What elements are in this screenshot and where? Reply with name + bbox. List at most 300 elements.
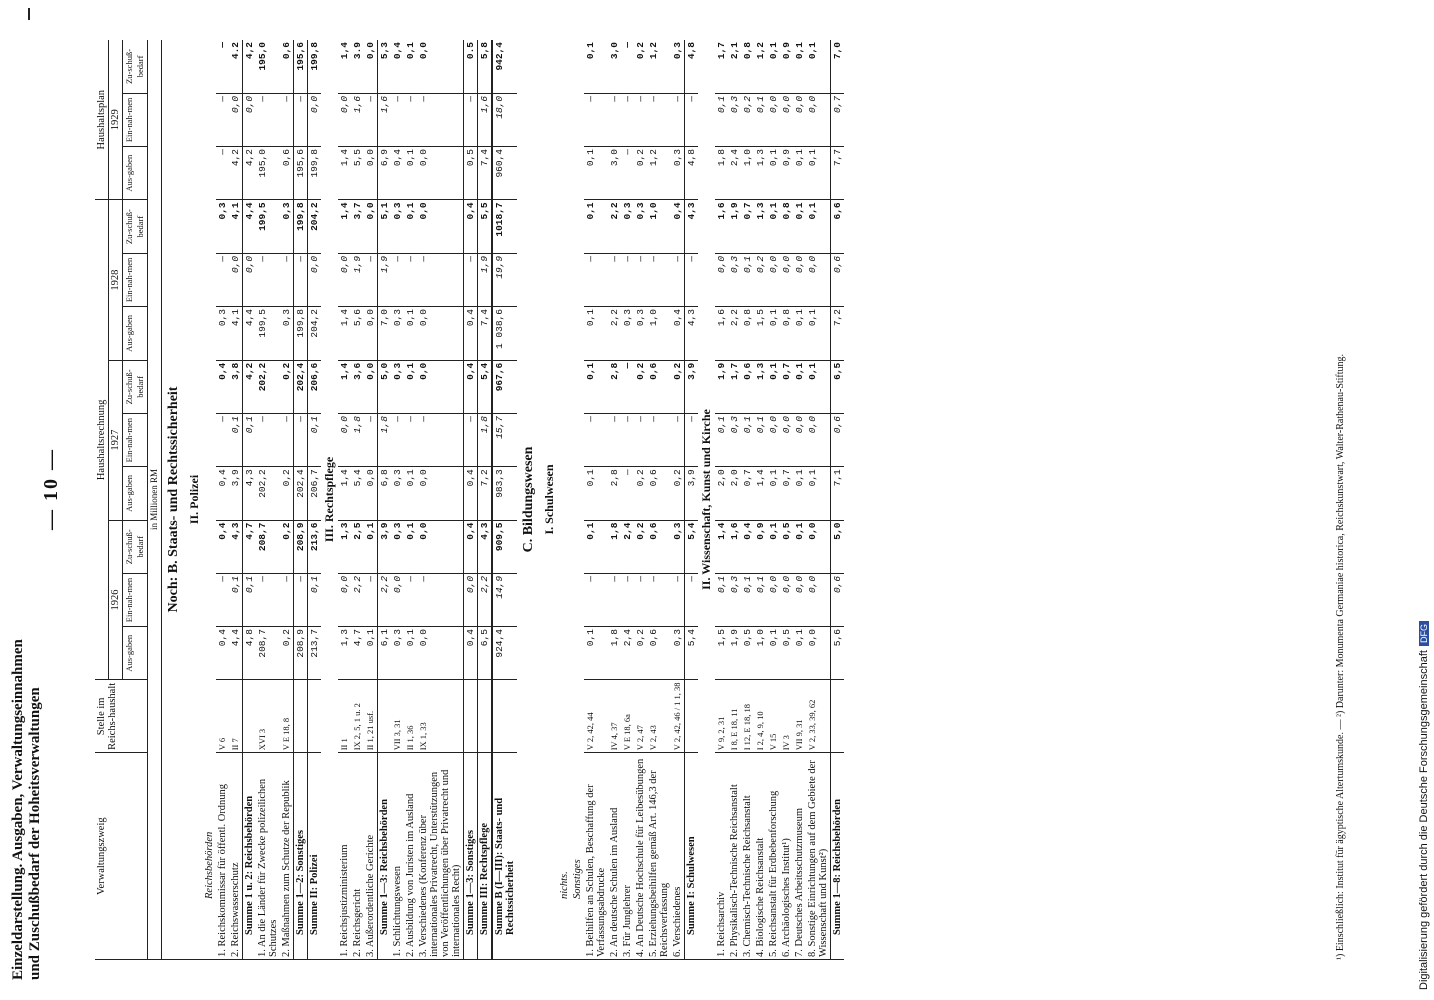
value-cell: 6,9 — [378, 147, 392, 200]
value-cell: 208,9 — [294, 520, 308, 573]
value-cell: 213,7 — [308, 627, 322, 680]
value-cell: 5,4 — [351, 467, 364, 520]
row-label: 2. An deutsche Schulen im Ausland — [608, 753, 621, 960]
value-cell: 0,0 — [308, 93, 322, 146]
table-row — [378, 40, 392, 960]
value-cell: 4,1 — [229, 307, 243, 361]
value-cell: 5,4 — [478, 360, 493, 413]
value-cell: — — [280, 573, 294, 626]
value-cell: 5,8 — [478, 40, 493, 93]
row-stelle: IV 4, 37 — [608, 680, 621, 753]
value-cell: 0,1 — [364, 520, 378, 573]
value-cell: 0,0 — [338, 253, 351, 306]
value-cell: 0,1 — [404, 40, 417, 93]
value-cell: — — [417, 253, 464, 306]
row-label: Summe 1—3: Sonstiges — [464, 753, 478, 960]
value-cell: — — [294, 93, 308, 146]
value-cell: — — [634, 414, 647, 467]
value-cell: — — [584, 414, 608, 467]
value-cell: — — [608, 573, 621, 626]
value-cell: — — [671, 414, 685, 467]
value-cell: 0,4 — [391, 40, 404, 93]
table-row — [338, 40, 351, 960]
value-cell: 0,6 — [280, 40, 294, 93]
value-cell: 0,3 — [671, 627, 685, 680]
value-cell: 0,0 — [417, 307, 464, 361]
value-cell: — — [621, 253, 634, 306]
row-stelle — [831, 680, 845, 753]
row-stelle — [478, 680, 493, 753]
value-cell: — — [294, 253, 308, 306]
value-cell: 1,4 — [338, 147, 351, 200]
value-cell: — — [404, 414, 417, 467]
value-cell: — — [584, 253, 608, 306]
value-cell: 0,4 — [391, 147, 404, 200]
value-cell: 0,3 — [391, 520, 404, 573]
value-cell: 0,1 — [767, 147, 780, 200]
value-cell: 1,3 — [754, 147, 767, 200]
value-cell: 199,5 — [256, 307, 280, 361]
value-cell: 199,8 — [308, 40, 322, 93]
section-c-title: C. Bildungswesen — [517, 40, 541, 960]
value-cell: — — [464, 253, 478, 306]
value-cell: 199,8 — [294, 307, 308, 361]
value-cell: 942,4 — [492, 40, 517, 93]
value-cell: 0,3 — [621, 307, 634, 361]
value-cell: 0,8 — [780, 200, 793, 254]
value-cell: 0,1 — [754, 93, 767, 146]
value-cell: 4,8 — [685, 40, 699, 93]
value-cell: 0,0 — [464, 573, 478, 626]
value-cell: 0,0 — [767, 573, 780, 626]
value-cell: 7,2 — [478, 467, 493, 520]
row-label: 1. Reichsjustizministerium — [338, 753, 351, 960]
footnote: ¹) Einschließlich: Institut für ägyptische Altertumskunde. — ²) Darunter: Monumenta Germaniae historica, Reichskunstwart, Walter-Rathenau-Stiftung. — [1335, 353, 1346, 960]
unit-label: in Millionen RM — [148, 40, 162, 960]
table-row — [793, 40, 806, 960]
value-cell: 0,0 — [793, 253, 806, 306]
table-row — [715, 40, 728, 960]
value-cell: 1,8 — [378, 414, 392, 467]
value-cell: 0,1 — [767, 360, 780, 413]
value-cell: 0,6 — [831, 414, 845, 467]
value-cell: — — [685, 93, 699, 146]
value-cell: 195,6 — [294, 40, 308, 93]
value-cell: 909,5 — [492, 520, 517, 573]
row-stelle: V 2, 33, 39, 62 — [806, 680, 831, 753]
value-cell: 0,7 — [741, 200, 754, 254]
value-cell: 213,6 — [308, 520, 322, 573]
value-cell: 5,4 — [685, 627, 699, 680]
value-cell: 202,4 — [294, 360, 308, 413]
value-cell: 1,7 — [728, 360, 741, 413]
table-row — [294, 40, 308, 960]
row-label: 4. Biologische Reichsanstalt — [754, 753, 767, 960]
value-cell: 0,1 — [404, 467, 417, 520]
table-row — [216, 40, 229, 960]
value-cell: — — [634, 253, 647, 306]
value-cell: 2,0 — [715, 467, 728, 520]
row-stelle: V 2, 47 — [634, 680, 647, 753]
value-cell: — — [464, 414, 478, 467]
value-cell: 0,1 — [404, 200, 417, 254]
col-stelle: Stelle im Reichs-haushalt — [95, 680, 148, 753]
value-cell: 0,2 — [634, 627, 647, 680]
value-cell: 1,3 — [338, 627, 351, 680]
table-row — [647, 40, 671, 960]
value-cell: 0,1 — [767, 40, 780, 93]
table-row — [391, 40, 404, 960]
value-cell: 195,6 — [294, 147, 308, 200]
value-cell: 204,2 — [308, 307, 322, 361]
value-cell: — — [216, 93, 229, 146]
value-cell: 0,2 — [671, 467, 685, 520]
value-cell: 0,1 — [793, 360, 806, 413]
value-cell: 4,8 — [243, 627, 257, 680]
value-cell: 0,1 — [767, 307, 780, 361]
value-cell: 0,0 — [793, 573, 806, 626]
value-cell: 0,0 — [417, 200, 464, 254]
value-cell: 208,7 — [256, 627, 280, 680]
value-cell: 206,7 — [308, 467, 322, 520]
value-cell: 0,0 — [780, 93, 793, 146]
value-cell: 1,4 — [754, 467, 767, 520]
value-cell: 0,3 — [280, 200, 294, 254]
sidebar-credit — [1418, 10, 1434, 990]
row-stelle: II 1, 21 usf. — [364, 680, 378, 753]
value-cell: 0,1 — [584, 200, 608, 254]
row-stelle: V 2, 43 — [647, 680, 671, 753]
table-row — [417, 40, 464, 960]
value-cell: 0,5 — [780, 520, 793, 573]
value-cell: 1,5 — [715, 627, 728, 680]
row-label: 2. Reichsgericht — [351, 753, 364, 960]
sub-header: Ein-nah-men — [123, 93, 148, 146]
value-cell: 5,1 — [378, 200, 392, 254]
value-cell: 924,4 — [492, 627, 517, 680]
value-cell: — — [621, 467, 634, 520]
row-label: Summe 1—2: Sonstiges — [294, 753, 308, 960]
value-cell: 204,2 — [308, 200, 322, 254]
value-cell: 4,2 — [229, 147, 243, 200]
value-cell: 0,1 — [793, 467, 806, 520]
value-cell: 0,0 — [417, 520, 464, 573]
row-label: 3. Chemisch-Technische Reichsanstalt — [741, 753, 754, 960]
value-cell: 0,0 — [767, 93, 780, 146]
value-cell: 4,3 — [685, 200, 699, 254]
value-cell: 1,2 — [647, 147, 671, 200]
value-cell: 0,0 — [780, 414, 793, 467]
value-cell: — — [391, 253, 404, 306]
value-cell: 0,1 — [793, 520, 806, 573]
group-label: Reichsbehörden — [203, 40, 216, 960]
value-cell: 202,2 — [256, 360, 280, 413]
value-cell: 0,3 — [728, 253, 741, 306]
table-row — [741, 40, 754, 960]
value-cell: — — [608, 253, 621, 306]
value-cell: 4,2 — [243, 40, 257, 93]
row-stelle: V E 18, 6a — [621, 680, 634, 753]
value-cell: 4,4 — [243, 307, 257, 361]
value-cell: 0,6 — [831, 573, 845, 626]
value-cell: 195,0 — [256, 40, 280, 93]
value-cell: 0,3 — [728, 414, 741, 467]
value-cell: 1 038,6 — [492, 307, 517, 361]
value-cell: 4.2 — [229, 40, 243, 93]
value-cell: — — [216, 573, 229, 626]
value-cell: 7,0 — [831, 40, 845, 93]
value-cell: 1,9 — [728, 627, 741, 680]
value-cell: 6,5 — [831, 360, 845, 413]
year-header: 1929 — [109, 40, 123, 200]
value-cell: 0,0 — [767, 414, 780, 467]
value-cell: 5,6 — [351, 307, 364, 361]
value-cell: 0,1 — [404, 627, 417, 680]
value-cell: 0,1 — [584, 360, 608, 413]
row-label: 3. Für Junglehrer — [621, 753, 634, 960]
value-cell: 2,2 — [728, 307, 741, 361]
value-cell: 0,2 — [634, 520, 647, 573]
value-cell: — — [417, 573, 464, 626]
value-cell: 3,9 — [685, 360, 699, 413]
value-cell: 199,5 — [256, 200, 280, 254]
value-cell: 5,3 — [378, 40, 392, 93]
row-stelle: II 7 — [229, 680, 243, 753]
value-cell: 1,8 — [608, 627, 621, 680]
value-cell: 0,2 — [634, 40, 647, 93]
value-cell: 0,1 — [308, 414, 322, 467]
row-label: 5. Erziehungsbeihilfen gemäß Art. 146,3 der Reichsverfassung — [647, 753, 671, 960]
value-cell: 0,6 — [280, 147, 294, 200]
value-cell: 1,4 — [338, 360, 351, 413]
row-stelle — [378, 680, 392, 753]
value-cell: 1,3 — [338, 520, 351, 573]
value-cell: 1,8 — [478, 414, 493, 467]
value-cell: — — [364, 414, 378, 467]
table-row — [754, 40, 767, 960]
value-cell: 0,4 — [216, 360, 229, 413]
value-cell: 0,2 — [754, 253, 767, 306]
value-cell: 1,6 — [715, 200, 728, 254]
value-cell: 0,1 — [584, 307, 608, 361]
sub-header: Zu-schuß-bedarf — [123, 360, 148, 413]
row-stelle: VII 3, 31 — [391, 680, 404, 753]
value-cell: 0,0 — [364, 147, 378, 200]
value-cell: 4,4 — [229, 627, 243, 680]
value-cell: 2,2 — [378, 573, 392, 626]
value-cell: — — [685, 573, 699, 626]
value-cell: 0,3 — [634, 200, 647, 254]
value-cell: — — [364, 93, 378, 146]
value-cell: 2,2 — [478, 573, 493, 626]
value-cell: 0,1 — [308, 573, 322, 626]
value-cell: 3,6 — [351, 360, 364, 413]
value-cell: 0,6 — [647, 520, 671, 573]
col-haushaltsrechnung: Haushaltsrechnung — [95, 200, 109, 680]
value-cell: — — [621, 147, 634, 200]
table-row — [364, 40, 378, 960]
value-cell: — — [608, 93, 621, 146]
value-cell: — — [621, 414, 634, 467]
value-cell: 0,1 — [584, 147, 608, 200]
value-cell: — — [256, 414, 280, 467]
section-schulwesen: I. Schulwesen — [541, 40, 558, 960]
value-cell: 0,0 — [417, 360, 464, 413]
value-cell: 1,6 — [715, 307, 728, 361]
value-cell: 0,1 — [229, 573, 243, 626]
value-cell: — — [671, 93, 685, 146]
value-cell: 2,4 — [621, 627, 634, 680]
value-cell: 0,1 — [243, 414, 257, 467]
row-label: 6. Archäologisches Institut¹) — [780, 753, 793, 960]
value-cell: 7,1 — [831, 467, 845, 520]
value-cell: 2,1 — [728, 40, 741, 93]
table-row — [728, 40, 741, 960]
sub-header: Aus-gaben — [123, 627, 148, 680]
value-cell: 1,9 — [378, 253, 392, 306]
value-cell: 0,3 — [391, 627, 404, 680]
table-row — [280, 40, 294, 960]
value-cell: 1,9 — [478, 253, 493, 306]
row-stelle — [243, 680, 257, 753]
value-cell: 1,6 — [728, 520, 741, 573]
value-cell: 4,7 — [243, 520, 257, 573]
value-cell: 3,9 — [229, 467, 243, 520]
sub-header: Aus-gaben — [123, 307, 148, 361]
value-cell: — — [647, 93, 671, 146]
value-cell: 0,1 — [404, 147, 417, 200]
value-cell: 0,3 — [671, 147, 685, 200]
value-cell: 0,0 — [229, 253, 243, 306]
value-cell: 208,9 — [294, 627, 308, 680]
table-row — [464, 40, 478, 960]
value-cell: — — [464, 93, 478, 146]
sub-header: Aus-gaben — [123, 147, 148, 200]
value-cell: — — [294, 414, 308, 467]
value-cell: 4,2 — [243, 147, 257, 200]
value-cell: 0,6 — [831, 253, 845, 306]
value-cell: — — [584, 93, 608, 146]
table-row — [634, 40, 647, 960]
value-cell: — — [216, 147, 229, 200]
value-cell: 0,4 — [464, 627, 478, 680]
value-cell: 1,0 — [647, 200, 671, 254]
row-stelle — [685, 680, 699, 753]
table-row — [351, 40, 364, 960]
value-cell: 3,7 — [351, 200, 364, 254]
value-cell: 6,6 — [831, 200, 845, 254]
value-cell: 0,4 — [741, 520, 754, 573]
value-cell: 0,0 — [417, 467, 464, 520]
page-title-line1: Einzeldarstellung. Ausgaben, Verwaltungseinnahmen — [10, 639, 26, 980]
value-cell: 0,1 — [715, 414, 728, 467]
row-stelle: IX 2, 5, 1 u. 2 — [351, 680, 364, 753]
value-cell: 0,0 — [806, 627, 831, 680]
sub-header: Aus-gaben — [123, 467, 148, 520]
value-cell: 195,0 — [256, 147, 280, 200]
value-cell: 6,5 — [478, 627, 493, 680]
value-cell: 0,0 — [417, 147, 464, 200]
value-cell: 0,1 — [584, 467, 608, 520]
value-cell: 0,1 — [793, 627, 806, 680]
value-cell: 2,2 — [608, 307, 621, 361]
value-cell: 0,8 — [741, 40, 754, 93]
value-cell: 0,0 — [715, 253, 728, 306]
value-cell: 0,1 — [404, 520, 417, 573]
row-label: 2. Physikalisch-Technische Reichsanstalt — [728, 753, 741, 960]
value-cell: 1,0 — [741, 147, 754, 200]
row-stelle: I 2, 4, 9, 10 — [754, 680, 767, 753]
row-stelle — [308, 680, 322, 753]
value-cell: — — [647, 253, 671, 306]
value-cell: 0,9 — [780, 147, 793, 200]
section-b-title: Noch: B. Staats- und Rechtssicherheit — [162, 40, 187, 960]
value-cell: 0,0 — [364, 40, 378, 93]
value-cell: 0,0 — [417, 40, 464, 93]
credit-text: Digitalisierung gefördert durch die Deutsche Forschungsgemeinschaft — [1418, 650, 1430, 990]
value-cell: 0,1 — [793, 40, 806, 93]
value-cell: 0,6 — [741, 360, 754, 413]
value-cell: 6,8 — [378, 467, 392, 520]
value-cell: 1,4 — [338, 40, 351, 93]
group-label: Sonstiges — [571, 40, 584, 960]
value-cell: 0,3 — [391, 307, 404, 361]
row-stelle: V 2, 42, 44 — [584, 680, 608, 753]
value-cell: 0,1 — [741, 573, 754, 626]
value-cell: — — [256, 253, 280, 306]
value-cell: 0,2 — [634, 467, 647, 520]
table-row — [584, 40, 608, 960]
value-cell: 1,8 — [715, 147, 728, 200]
value-cell: 199,8 — [294, 200, 308, 254]
value-cell: — — [404, 93, 417, 146]
value-cell: 1,4 — [338, 200, 351, 254]
value-cell: 0,2 — [280, 360, 294, 413]
value-cell: 1,2 — [647, 40, 671, 93]
value-cell: 0,1 — [806, 147, 831, 200]
value-cell: 7,0 — [378, 307, 392, 361]
row-label: 2. Reichswasserschutz — [229, 753, 243, 960]
value-cell: 5,5 — [351, 147, 364, 200]
value-cell: — — [621, 573, 634, 626]
value-cell: 0,2 — [741, 93, 754, 146]
value-cell: 0,4 — [216, 467, 229, 520]
value-cell: 5,5 — [478, 200, 493, 254]
value-cell: 1,3 — [754, 360, 767, 413]
value-cell: 2,2 — [608, 200, 621, 254]
value-cell: 0,2 — [634, 147, 647, 200]
value-cell: — — [584, 573, 608, 626]
table-row — [685, 40, 699, 960]
value-cell: — — [634, 573, 647, 626]
value-cell: 0,2 — [280, 467, 294, 520]
value-cell: — — [294, 573, 308, 626]
value-cell: — — [685, 253, 699, 306]
value-cell: 4,3 — [478, 520, 493, 573]
value-cell: 15,7 — [492, 414, 517, 467]
nichts-label: nichts. — [558, 40, 571, 960]
value-cell: 0,1 — [806, 40, 831, 93]
value-cell: 1,2 — [754, 40, 767, 93]
row-label: 2. Maßnahmen zum Schutze der Republik — [280, 753, 294, 960]
value-cell: 0,5 — [780, 627, 793, 680]
table-row — [608, 40, 621, 960]
value-cell: 1,7 — [715, 40, 728, 93]
value-cell: — — [391, 93, 404, 146]
value-cell: — — [280, 253, 294, 306]
value-cell: — — [685, 414, 699, 467]
value-cell: 0,4 — [464, 360, 478, 413]
